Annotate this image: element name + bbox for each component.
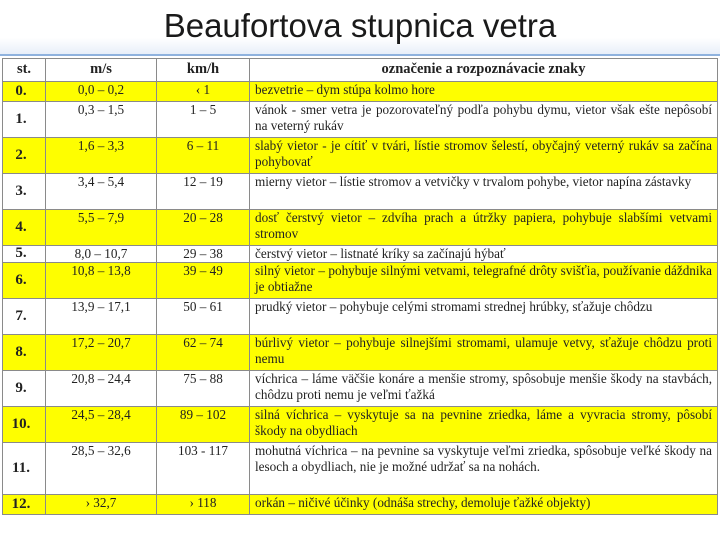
- cell-kmh: 103 - 117: [157, 443, 250, 495]
- table-row: [3, 335, 718, 371]
- cell-ms: 8,0 – 10,7: [46, 246, 157, 263]
- cell-ms: 20,8 – 24,4: [46, 371, 157, 407]
- cell-kmh: 29 – 38: [157, 246, 250, 263]
- table-row: [3, 299, 718, 335]
- beaufort-table: [2, 58, 718, 515]
- table-row: [3, 102, 718, 138]
- cell-st: 7.: [3, 299, 46, 335]
- table-row: [3, 174, 718, 210]
- cell-description: dosť čerstvý vietor – zdvíha prach a útržky papiera, pohybuje slabšími vetvami stromov: [250, 210, 718, 246]
- cell-description: víchrica – láme väčšie konáre a menšie stromy, spôsobuje menšie škody na stavbách, chôdzu proti nemu je veľmi ťažká: [250, 371, 718, 407]
- cell-st: 8.: [3, 335, 46, 371]
- cell-description: mohutná víchrica – na pevnine sa vyskytuje veľmi zriedka, spôsobuje veľké škody na lesoch a obydliach, nie je možné udržať sa na nohách.: [250, 443, 718, 495]
- cell-ms: 24,5 – 28,4: [46, 407, 157, 443]
- table-row: [3, 263, 718, 299]
- cell-st: 10.: [3, 407, 46, 443]
- cell-st: 11.: [3, 443, 46, 495]
- cell-kmh: ‹ 1: [157, 82, 250, 102]
- cell-ms: 1,6 – 3,3: [46, 138, 157, 174]
- cell-kmh: 1 – 5: [157, 102, 250, 138]
- header-ms: m/s: [46, 59, 157, 82]
- header-description: označenie a rozpoznávacie znaky: [250, 59, 718, 82]
- header-st: st.: [3, 59, 46, 82]
- cell-st: 1.: [3, 102, 46, 138]
- cell-ms: 0,3 – 1,5: [46, 102, 157, 138]
- cell-description: silná víchrica – vyskytuje sa na pevnine zriedka, láme a vyvracia stromy, pôsobí škody na obydliach: [250, 407, 718, 443]
- table-row: [3, 443, 718, 495]
- cell-ms: 28,5 – 32,6: [46, 443, 157, 495]
- cell-st: 0.: [3, 82, 46, 102]
- cell-st: 12.: [3, 495, 46, 515]
- cell-kmh: 75 – 88: [157, 371, 250, 407]
- cell-kmh: 39 – 49: [157, 263, 250, 299]
- table-row: [3, 210, 718, 246]
- cell-st: 4.: [3, 210, 46, 246]
- table-row: [3, 246, 718, 263]
- cell-description: silný vietor – pohybuje silnými vetvami, telegrafné drôty svišťia, používanie dáždnika je obtiažne: [250, 263, 718, 299]
- table-body: [3, 82, 718, 515]
- cell-description: čerstvý vietor – listnaté kríky sa začínajú hýbať: [250, 246, 718, 263]
- table-row: [3, 371, 718, 407]
- cell-description: orkán – ničivé účinky (odnáša strechy, demoluje ťažké objekty): [250, 495, 718, 515]
- cell-ms: 10,8 – 13,8: [46, 263, 157, 299]
- cell-description: mierny vietor – lístie stromov a vetvičky v trvalom pohybe, vietor napína zástavky: [250, 174, 718, 210]
- table-row: [3, 138, 718, 174]
- cell-ms: 13,9 – 17,1: [46, 299, 157, 335]
- cell-st: 2.: [3, 138, 46, 174]
- cell-description: búrlivý vietor – pohybuje silnejšími stromami, ulamuje vetvy, sťažuje chôdzu proti nemu: [250, 335, 718, 371]
- cell-description: prudký vietor – pohybuje celými stromami strednej hrúbky, sťažuje chôdzu: [250, 299, 718, 335]
- page-title: Beaufortova stupnica vetra: [163, 7, 557, 44]
- cell-kmh: 6 – 11: [157, 138, 250, 174]
- cell-ms: 5,5 – 7,9: [46, 210, 157, 246]
- table-row: [3, 82, 718, 102]
- cell-kmh: 62 – 74: [157, 335, 250, 371]
- table-header-row: [3, 59, 718, 82]
- cell-ms: 17,2 – 20,7: [46, 335, 157, 371]
- table-row: [3, 407, 718, 443]
- cell-kmh: 50 – 61: [157, 299, 250, 335]
- cell-ms: 0,0 – 0,2: [46, 82, 157, 102]
- cell-kmh: › 118: [157, 495, 250, 515]
- cell-kmh: 20 – 28: [157, 210, 250, 246]
- header-kmh: km/h: [157, 59, 250, 82]
- cell-st: 9.: [3, 371, 46, 407]
- cell-kmh: 12 – 19: [157, 174, 250, 210]
- cell-ms: › 32,7: [46, 495, 157, 515]
- cell-kmh: 89 – 102: [157, 407, 250, 443]
- table-container: [2, 58, 718, 540]
- title-bar: [0, 0, 720, 56]
- cell-description: slabý vietor - je cítiť v tvári, lístie stromov šelestí, obyčajný veterný rukáv sa začína pohybovať: [250, 138, 718, 174]
- cell-st: 6.: [3, 263, 46, 299]
- table-row: [3, 495, 718, 515]
- cell-description: bezvetrie – dym stúpa kolmo hore: [250, 82, 718, 102]
- cell-ms: 3,4 – 5,4: [46, 174, 157, 210]
- cell-st: 5.: [3, 246, 46, 263]
- cell-description: vánok - smer vetra je pozorovateľný podľa pohybu dymu, vietor však ešte nepôsobí na veterný rukáv: [250, 102, 718, 138]
- cell-st: 3.: [3, 174, 46, 210]
